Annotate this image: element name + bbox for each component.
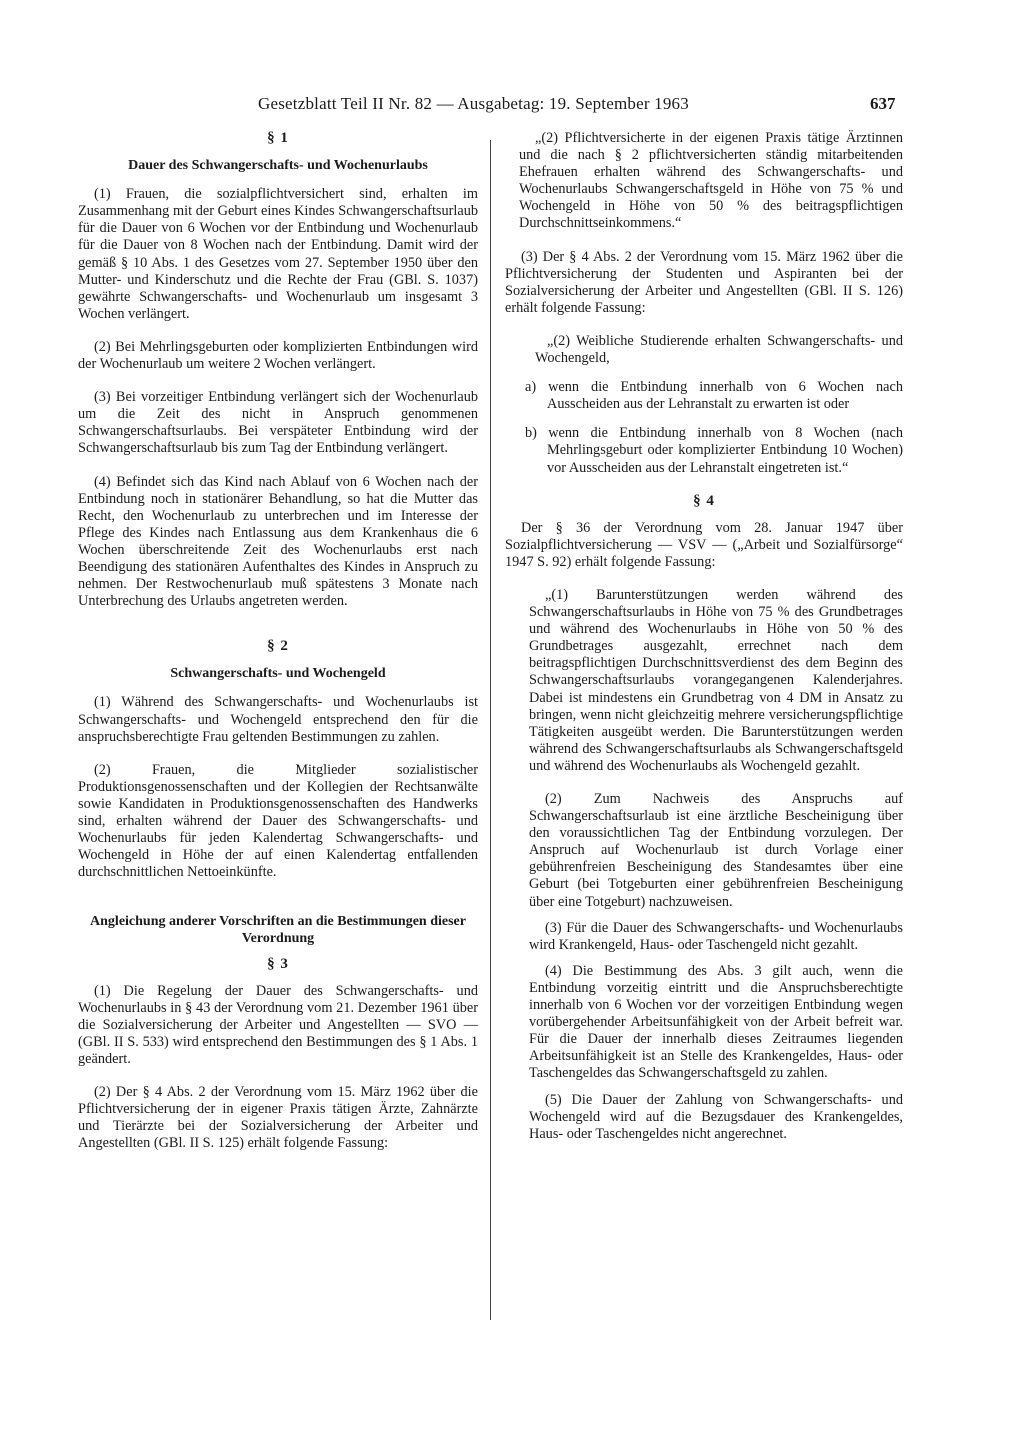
section-4-quote-2: (2) Zum Nachweis des Anspruchs auf Schwangerschaftsurlaub ist eine ärztliche Bescheinigung über den voraussichtlichen Tag der Entbindung vorzulegen. Der Anspruch auf Wochenurlaub ist durch Vorlage einer gebührenfreien Bescheinigung des Standesamtes über eine Geburt (bei Totgeburten einer gebührenfreien Bescheinigung über eine Totgeburt) nachzuweisen. — [529, 791, 903, 910]
section-4-quote-5: (5) Die Dauer der Zahlung von Schwangerschafts- und Wochengeld wird auf die Bezugsdauer des Krankengeldes, Haus- oder Taschengeldes nicht angerechnet. — [529, 1091, 903, 1142]
section-1-paragraph-3: (3) Bei vorzeitiger Entbindung verlängert sich der Wochenurlaub um die Zeit des nicht in Anspruch genommenen Schwangerschaftsurlaubs. Bei verspäteter Entbindung wird der Schwangerschaftsurlaub bis zum Tag der Entbindung verlängert. — [78, 389, 478, 457]
section-1-paragraph-2: (2) Bei Mehrlingsgeburten oder komplizierten Entbindungen wird der Wochenurlaub um weitere 2 Wochen verlängert. — [78, 338, 478, 373]
running-title: Gesetzblatt Teil II Nr. 82 — Ausgabetag: 19. September 1963 — [258, 94, 689, 113]
section-4-quote-4: (4) Die Bestimmung des Abs. 3 gilt auch, wenn die Entbindung vorzeitig eintritt und die Anspruchsberechtigte innerhalb von 6 Wochen vor der vorzeitigen Entbindung wegen vorübergehender Arbeitsunfähigkeit von der Arbeit befreit war. Für die Dauer der innerhalb dieses Zeitraumes liegenden Arbeitsunfähigkeit ist an Stelle des Krankengeldes, Haus- oder Taschengeldes das Schwangerschaftsgeld zu zahlen. — [529, 962, 903, 1082]
left-column — [78, 130, 478, 1169]
section-4-intro: Der § 36 der Verordnung vom 28. Januar 1947 über Sozialpflichtversicherung — VSV — („Arbeit und Sozialfürsorge“ 1947 S. 92) erhält folgende Fassung: — [505, 519, 903, 570]
section-3-paragraph-3: (3) Der § 4 Abs. 2 der Verordnung vom 15. März 1962 über die Pflichtversicherung der Studenten und Aspiranten bei der Sozialversicherung der Arbeiter und Angestellten (GBl. II S. 126) erhält folgende Fassung: — [505, 248, 903, 316]
section-2-paragraph-1: (1) Während des Schwangerschafts- und Wochenurlaubs ist Schwangerschafts- und Wochengeld entsprechend den für die anspruchsberechtigte Frau geltenden Bestimmungen zu zahlen. — [78, 694, 478, 745]
section-3-paragraph-1: (1) Die Regelung der Dauer des Schwangerschafts- und Wochenurlaubs in § 43 der Verordnung vom 21. Dezember 1961 über die Sozialversicherung der Arbeiter und Angestellten — SVO — (GBl. II S. 533) wird entsprechend den Bestimmungen des § 1 Abs. 1 geändert. — [78, 982, 478, 1068]
page-number: 637 — [870, 94, 896, 113]
column-divider — [490, 140, 491, 1320]
section-4-heading: § 4 — [693, 492, 715, 509]
section-1-paragraph-1: (1) Frauen, die sozialpflichtversichert sind, erhalten im Zusammenhang mit der Geburt eines Kindes Schwangerschaftsurlaub für die Dauer von 6 Wochen vor der Entbindung und Wochenurlaub für die Dauer von 8 Wochen nach der Entbindung. Damit wird der gemäß § 10 Abs. 1 des Gesetzes vom 27. September 1950 über den Mutter- und Kinderschutz und die Rechte der Frau (GBl. S. 1037) gewährte Schwangerschafts- und Wochenurlaub um insgesamt 3 Wochen verlängert. — [78, 186, 478, 322]
quote-students-paragraph-2: „(2) Weibliche Studierende erhalten Schwangerschafts- und Wochengeld, — [535, 332, 903, 367]
section-2-paragraph-2: (2) Frauen, die Mitglieder sozialistischer Produktionsgenossenschaften und der Kollegien der Rechtsanwälte sowie Kandidaten in Produktionsgenossenschaften des Handwerks sind, erhalten während der Dauer des Schwangerschafts- und Wochenurlaubs für jeden Kalendertag Schwangerschafts- und Wochengeld in Höhe der auf einen Kalendertag entfallenden durchschnittlichen Nettoeinkünfte. — [78, 761, 478, 881]
page-header — [0, 94, 1024, 118]
section-2-heading: § 2 — [267, 638, 289, 655]
section-3-heading: § 3 — [267, 955, 289, 972]
section-2-title: Schwangerschafts- und Wochengeld — [170, 666, 386, 682]
quote-students-item-b: b) wenn die Entbindung innerhalb von 8 Wochen (nach Mehrlingsgeburt oder komplizierter Entbindung 10 Wochen) vor Ausscheiden aus der Lehranstalt eingetreten ist.“ — [525, 425, 903, 476]
right-column — [505, 130, 903, 1152]
quote-students-item-a: a) wenn die Entbindung innerhalb von 6 Wochen nach Ausscheiden aus der Lehranstalt zu erwarten ist oder — [525, 379, 903, 413]
section-3-paragraph-2: (2) Der § 4 Abs. 2 der Verordnung vom 15. März 1962 über die Pflichtversicherung der in eigener Praxis tätigen Ärzte, Zahnärzte und Tierärzte bei der Sozialversicherung der Arbeiter und Angestellten (GBl. II S. 125) erhält folgende Fassung: — [78, 1084, 478, 1152]
section-1-heading: § 1 — [267, 130, 289, 146]
section-4-quote-3: (3) Für die Dauer des Schwangerschafts- und Wochenurlaubs wird Krankengeld, Haus- oder Taschengeld nicht gezahlt. — [529, 919, 903, 953]
quote-doctors-paragraph-2: „(2) Pflichtversicherte in der eigenen Praxis tätige Ärztinnen und die nach § 2 pflichtversicherten ständig mitarbeitenden Ehefrauen erhalten während des Schwangerschafts- und Wochenurlaubs Schwangerschaftsgeld in Höhe von 75 % und Wochengeld in Höhe von 50 % des beitragspflichtigen Durchschnittseinkommens.“ — [519, 130, 903, 232]
section-4-quote-1: „(1) Barunterstützungen werden während des Schwangerschaftsurlaubs in Höhe von 75 % des Grundbetrages und während des Wochenurlaubs in Höhe von 50 % des Grundbetrages ausgezahlt, errechnet nach dem beitragspflichtigen Durchschnittsverdienst des dem Beginn des Schwangerschaftsurlaubs vorangegangenen Kalenderjahres. Dabei ist mindestens ein Grundbetrag von 4 DM in Ansatz zu bringen, wenn nicht gleichzeitig mehrere versicherungspflichtige Tätigkeiten ausgeübt werden. Die Barunterstützungen werden während des Schwangerschaftsurlaubs als Schwangerschaftsgeld und während des Wochenurlaubs als Wochengeld gezahlt. — [529, 586, 903, 774]
section-1-paragraph-4: (4) Befindet sich das Kind nach Ablauf von 6 Wochen nach der Entbindung noch in stationärer Behandlung, so hat die Mutter das Recht, den Wochenurlaub zu unterbrechen und im Interesse der Pflege des Kindes nach Entlassung aus dem Krankenhaus die 6 Wochen überschreitende Zeit des Wochenurlaubs erst nach Beendigung des stationären Aufenthaltes des Kindes in Anspruch zu nehmen. Der Restwochenurlaub muß spätestens 3 Monate nach Unterbrechung des Urlaubs angetreten werden. — [78, 473, 478, 610]
part-title: Angleichung anderer Vorschriften an die Bestimmungen dieser Verordnung — [90, 914, 466, 947]
section-1-title: Dauer des Schwangerschafts- und Wochenurlaubs — [128, 158, 428, 174]
